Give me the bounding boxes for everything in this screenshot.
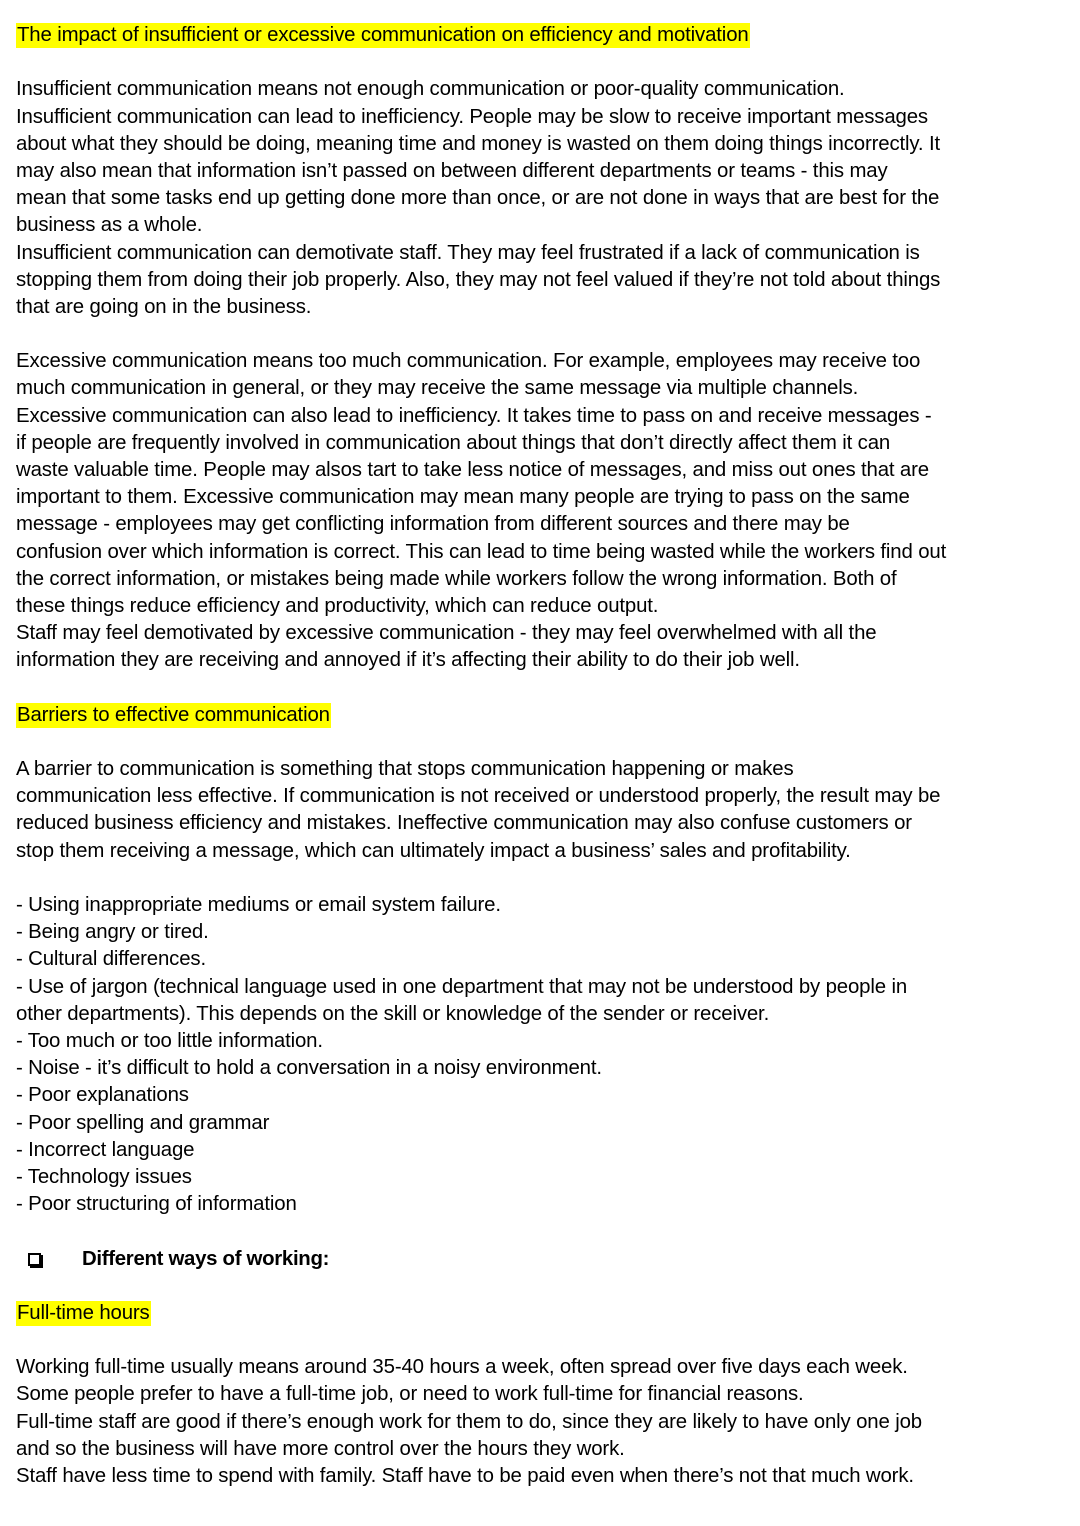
text-line: Insufficient communication means not enough communication or poor-quality communication. — [16, 78, 845, 101]
text-line: Insufficient communication can lead to inefficiency. People may be slow to receive important messages — [16, 105, 928, 128]
text-line: Full-time staff are good if there’s enough work for them to do, since they are likely to have only one job — [16, 1410, 922, 1433]
text-line: important to them. Excessive communication may mean many people are trying to pass on the same — [16, 486, 910, 509]
list-item: - Noise - it’s difficult to hold a conversation in a noisy environment. — [16, 1057, 602, 1080]
list-item: - Incorrect language — [16, 1138, 195, 1161]
barriers-heading-line — [16, 702, 1064, 729]
text-line: Staff have less time to spend with family. Staff have to be paid even when there’s not that much work. — [16, 1464, 914, 1487]
ways-of-working-section — [16, 1245, 1064, 1272]
text-line: reduced business efficiency and mistakes. Ineffective communication may also confuse customers or — [16, 812, 912, 835]
barriers-heading: Barriers to effective communication — [17, 703, 330, 726]
barrier-list — [16, 892, 1064, 1218]
spacer — [16, 49, 1064, 76]
text-line: if people are frequently involved in communication about things that don’t directly affect them it can — [16, 431, 891, 454]
text-line: the correct information, or mistakes being made while workers follow the wrong information. Both of — [16, 567, 897, 590]
barrier-intro-paragraph — [16, 756, 1064, 865]
full-time-heading-line — [16, 1300, 1064, 1327]
text-line: message - employees may get conflicting information from different sources and there may be — [16, 513, 850, 536]
list-item: other departments). This depends on the skill or knowledge of the sender or receiver. — [16, 1002, 770, 1025]
text-line: stopping them from doing their job properly. Also, they may not feel valued if they’re not told about things — [16, 268, 941, 291]
list-item: - Poor spelling and grammar — [16, 1111, 270, 1134]
list-item: - Technology issues — [16, 1165, 192, 1188]
spacer — [16, 675, 1064, 702]
list-item: - Use of jargon (technical language used in one department that may not be understood by people in — [16, 975, 908, 998]
text-line: Staff may feel demotivated by excessive communication - they may feel overwhelmed with all the — [16, 622, 877, 645]
spacer — [16, 1218, 1064, 1245]
text-line: about what they should be doing, meaning time and money is wasted on them doing things incorrectly. It — [16, 132, 940, 155]
checkbox-icon — [28, 1253, 41, 1266]
text-line: stop them receiving a message, which can ultimately impact a business’ sales and profitability. — [16, 839, 851, 862]
text-line: these things reduce efficiency and productivity, which can reduce output. — [16, 594, 659, 617]
text-line: Excessive communication means too much communication. For example, employees may receive too — [16, 350, 921, 373]
impact-heading: The impact of insufficient or excessive communication on efficiency and motivation — [17, 24, 749, 46]
text-line: A barrier to communication is something that stops communication happening or makes — [16, 758, 794, 781]
text-line: Working full-time usually means around 35-40 hours a week, often spread over five days each week. — [16, 1356, 908, 1379]
text-line: mean that some tasks end up getting done more than once, or are not done in ways that are best for the — [16, 187, 940, 210]
spacer — [16, 729, 1064, 756]
text-line: waste valuable time. People may alsos tart to take less notice of messages, and miss out ones that are — [16, 459, 929, 481]
section-title: Different ways of working: — [82, 1247, 330, 1270]
text-line: communication less effective. If communication is not received or understood properly, the result may be — [16, 785, 941, 808]
list-item: - Too much or too little information. — [16, 1029, 323, 1052]
list-item: - Cultural differences. — [16, 948, 206, 971]
spacer — [16, 1273, 1064, 1300]
text-line: and so the business will have more control over the hours they work. — [16, 1437, 625, 1460]
list-item: - Poor explanations — [16, 1084, 189, 1107]
text-line: much communication in general, or they may receive the same message via multiple channels. — [16, 377, 859, 400]
text-line: that are going on in the business. — [16, 295, 312, 318]
text-line: business as a whole. — [16, 214, 203, 237]
full-time-paragraph — [16, 1354, 1064, 1490]
text-line: Some people prefer to have a full-time job, or need to work full-time for financial reasons. — [16, 1383, 804, 1406]
impact-heading-line — [16, 22, 1064, 49]
list-item: - Poor structuring of information — [16, 1193, 297, 1216]
list-item: - Using inappropriate mediums or email system failure. — [16, 894, 501, 916]
excessive-paragraph — [16, 348, 1064, 674]
spacer — [16, 321, 1064, 348]
spacer — [16, 865, 1064, 892]
full-time-heading: Full-time hours — [17, 1301, 150, 1324]
text-line: Insufficient communication can demotivate staff. They may feel frustrated if a lack of communication is — [16, 241, 920, 264]
insufficient-paragraph — [16, 76, 1064, 321]
text-line: confusion over which information is correct. This can lead to time being wasted while the workers find out — [16, 540, 947, 563]
text-line: information they are receiving and annoyed if it’s affecting their ability to do their job well. — [16, 649, 800, 672]
list-item: - Being angry or tired. — [16, 921, 209, 944]
text-line: Excessive communication can also lead to inefficiency. It takes time to pass on and receive messages - — [16, 404, 932, 427]
text-line: may also mean that information isn’t passed on between different departments or teams - this may — [16, 159, 888, 182]
spacer — [16, 1327, 1064, 1354]
